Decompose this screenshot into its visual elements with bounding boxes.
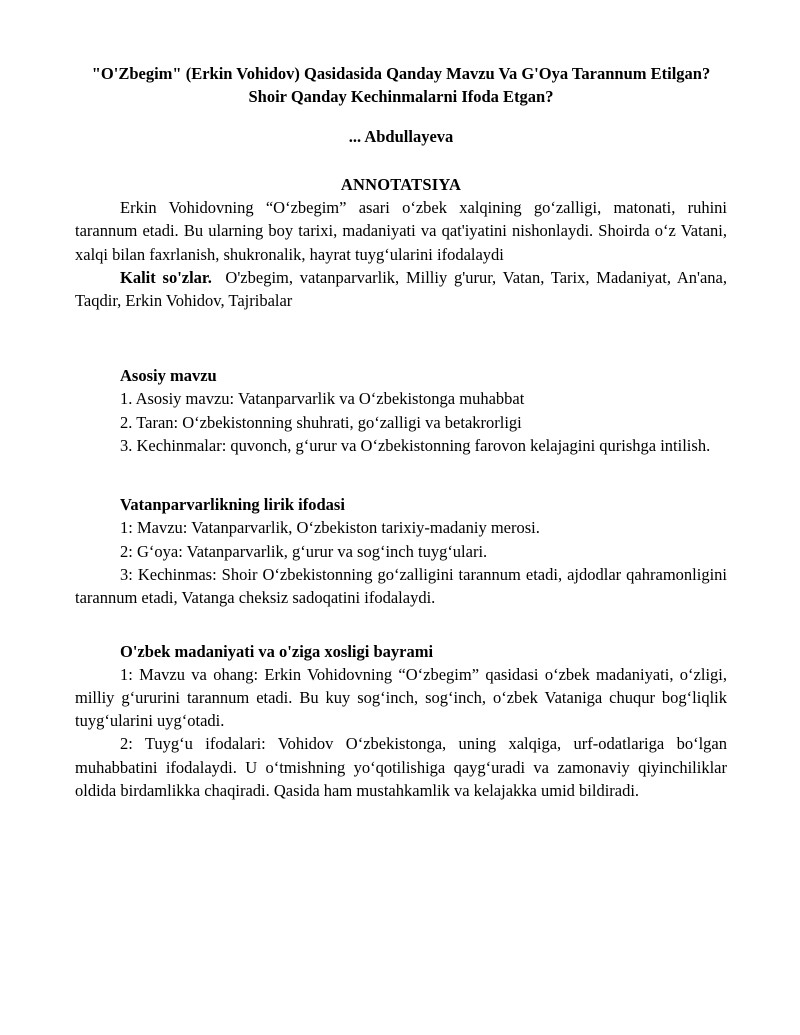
keywords-label: Kalit so'zlar. — [120, 267, 212, 287]
section-item: 2: G‘oya: Vatanparvarlik, g‘urur va sog‘inch tuyg‘ulari. — [120, 541, 488, 561]
section-item: 1. Asosiy mavzu: Vatanparvarlik va O‘zbekistonga muhabbat — [120, 389, 525, 409]
author-name: ... Abdullayeva — [348, 127, 454, 146]
keywords-paragraph — [75, 266, 727, 313]
annotation-text: Erkin Vohidovning “O‘zbegim” asari o‘zbek xalqining go‘zalligi, matonati, ruhini tarannum etadi. Bu ularning boy tarixi, madaniyati va qat'iyatini nishonlaydi. Shoirda o‘z Vatani, xalqi bilan faxrlanish, shukronalik, hayrat tuyg‘ularini ifodalaydi — [75, 198, 727, 264]
section-item: 3. Kechinmalar: quvonch, g‘urur va O‘zbekistonning farovon kelajagini qurishga intilish. — [120, 436, 711, 456]
annotation-heading: ANNOTATSIYA — [340, 175, 462, 194]
section-heading: Vatanparvarlikning lirik ifodasi — [120, 495, 345, 515]
section-item: 3: Kechinmas: Shoir O‘zbekistonning go‘zalligini tarannum etadi, ajdodlar qahramonligini tarannum etadi, Vatanga cheksiz sadoqatini ifodalaydi. — [75, 564, 727, 608]
section-main-theme — [75, 364, 727, 457]
keywords-list: O'zbegim, vatanparvarlik, Milliy g'urur, Vatan, Tarix, Madaniyat, An'ana, Taqdir, Erkin Vohidov, Tajribalar — [75, 267, 727, 311]
section-heading: Asosiy mavzu — [120, 366, 217, 386]
section-item: 2. Taran: O‘zbekistonning shuhrati, go‘zalligi va betakrorligi — [120, 412, 522, 432]
document-page — [75, 62, 727, 802]
section-culture-celebration — [75, 640, 727, 803]
section-item: 2: Tuyg‘u ifodalari: Vohidov O‘zbekistonga, uning xalqiga, urf-odatlariga bo‘lgan muhabbatini ifodalaydi. U o‘tmishning yo‘qotilishiga qayg‘uradi va zamonaviy qiyinchiliklar oldida birdamlikka chaqiradi. Qasida ham mustahkamlik va kelajakka umid bildiradi. — [75, 734, 727, 801]
section-item: 1: Mavzu va ohang: Erkin Vohidovning “O‘zbegim” qasidasi o‘zbek madaniyati, o‘zligi, milliy g‘ururini tarannum etadi. Bu kuy sog‘inch, sog‘inch, o‘zbek Vataniga chuqur bog‘liqlik tuyg‘ularini uyg‘otadi. — [75, 664, 727, 731]
section-item: 1: Mavzu: Vatanparvarlik, O‘zbekiston tarixiy-madaniy merosi. — [120, 518, 540, 538]
document-title: "O'Zbegim" (Erkin Vohidov) Qasidasida Qanday Mavzu Va G'Oya Tarannum Etilgan? Shoir Qanday Kechinmalarni Ifoda Etgan? — [91, 64, 711, 106]
section-lyrical-expression — [75, 493, 727, 609]
section-heading: O'zbek madaniyati va o'ziga xosligi bayrami — [120, 641, 434, 661]
